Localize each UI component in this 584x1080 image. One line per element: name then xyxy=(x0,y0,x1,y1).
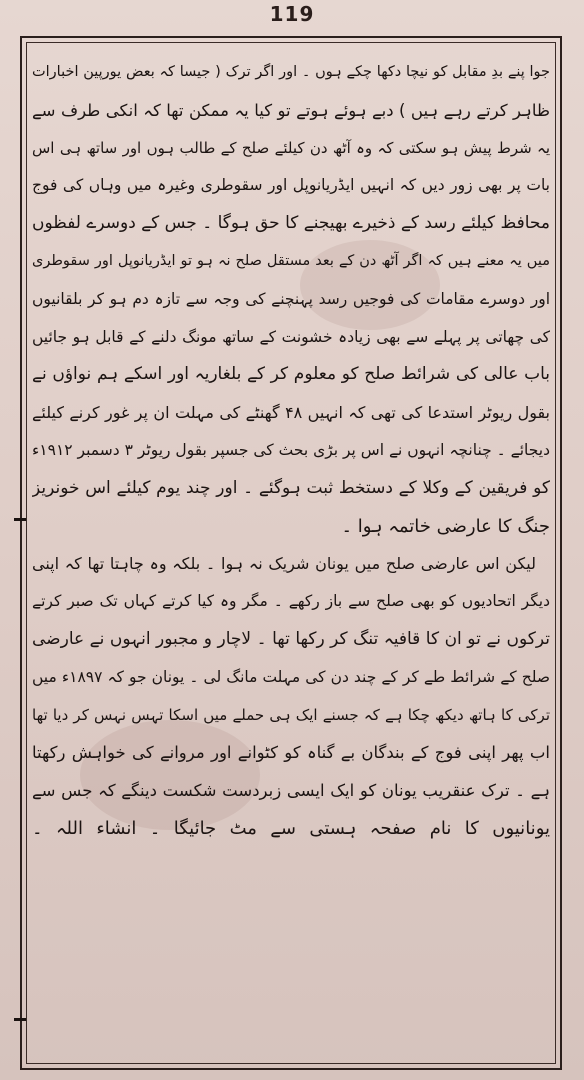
text-line: باب عالی کی شرائط صلح کو معلوم کر کے بلغاریہ اور اسکے ہم نواؤں نے xyxy=(32,364,550,385)
text-line: بات پر بھی زور دیں کہ انہیں ایڈریانوپل اور سقوطری وغیرہ میں وہاں کی فوج xyxy=(32,176,550,195)
text-line: جوا پنے بدِ مقابل کو نیچا دکھا چکے ہوں ۔ اور اگر ترک ( جیسا کہ بعض یورپین اخبارات xyxy=(32,64,550,80)
text-line: میں یہ معنے ہیں کہ اگر آٹھ دن کے بعد مستقل صلح نہ ہو تو ایڈریانوپل اور سقوطری xyxy=(32,252,550,269)
text-line: ترکی کا ہاتھ دیکھ چکا ہے کہ جسنے ایک ہی حملے میں اسکا تہس نہس کر دیا تھا xyxy=(32,705,550,724)
text-line: کو فریقین کے وکلا کے دستخط ثبت ہوگئے ۔ اور چند یوم کیلئے اس خونریز xyxy=(32,477,550,498)
text-line: اور دوسرے مقامات کی فوجیں رسد پہنچنے کی وجہ سے تازہ دم ہو کر بلقانیوں xyxy=(32,289,550,308)
text-line: صلح کے شرائط طے کر کے چند دن کی مہلت مانگ لی ۔ یونان جو کہ ۱۸۹۷ء میں xyxy=(32,667,550,686)
text-line: جنگ کا عارضی خاتمہ ہوا ۔ xyxy=(341,515,550,537)
text-line: دیجائے ۔ چنانچہ انہوں نے اس پر بڑی بحث کی جسپر بقول ریوٹر ۳ دسمبر ۱۹۱۲ء xyxy=(32,440,550,459)
text-line: ہے ۔ ترک عنقریب یونان کو ایک ایسی زبردست شکست دینگے کہ جس سے xyxy=(32,781,550,801)
text-line: ظاہر کرتے رہے ہیں ) دبے ہوئے ہوتے تو کیا یہ ممکن تھا کہ انکی طرف سے xyxy=(32,100,550,120)
text-line: اب پھر اپنی فوج کے بندگان بے گناہ کو کٹوانے اور مروانے کی خواہش رکھتا xyxy=(32,743,550,763)
margin-mark xyxy=(14,1018,26,1021)
text-line: یونانیوں کا نام صفحہ ہستی سے مٹ جائیگا ۔ انشاء اللہ ۔ xyxy=(32,817,550,839)
text-line: ترکوں نے تو ان کا قافیہ تنگ کر رکھا تھا ۔ لاچار و مجبور انہوں نے عارضی xyxy=(32,628,550,649)
text-line: کی چھاتی پر پہلے سے بھی زیادہ خشونت کے ساتھ مونگ دلنے کے قابل ہو جائیں xyxy=(32,327,550,346)
page-number: 119 xyxy=(269,2,315,26)
body-text xyxy=(32,54,550,1060)
text-line: یہ شرط پیش ہو سکتی کہ وہ آٹھ دن کیلئے صلح کے طالب ہوں اور ساتھ ہی اس xyxy=(32,138,550,157)
margin-mark xyxy=(14,518,26,521)
text-line: محافظ کیلئے رسد کے ذخیرے بھیجنے کا حق ہوگا ۔ جس کے دوسرے لفظوں xyxy=(32,213,550,234)
text-line: لیکن اس عارضی صلح میں یونان شریک نہ ہوا ۔ بلکہ وہ چاہتا تھا کہ اپنی xyxy=(32,554,536,574)
text-line: بقول ریوٹر استدعا کی تھی کہ انہیں ۴۸ گھنٹے کی مہلت ان پر غور کرنے کیلئے xyxy=(32,403,550,423)
text-line: دیگر اتحادیوں کو بھی صلح سے باز رکھے ۔ مگر وہ کیا کرتے کہاں تک صبر کرتے xyxy=(32,592,550,611)
